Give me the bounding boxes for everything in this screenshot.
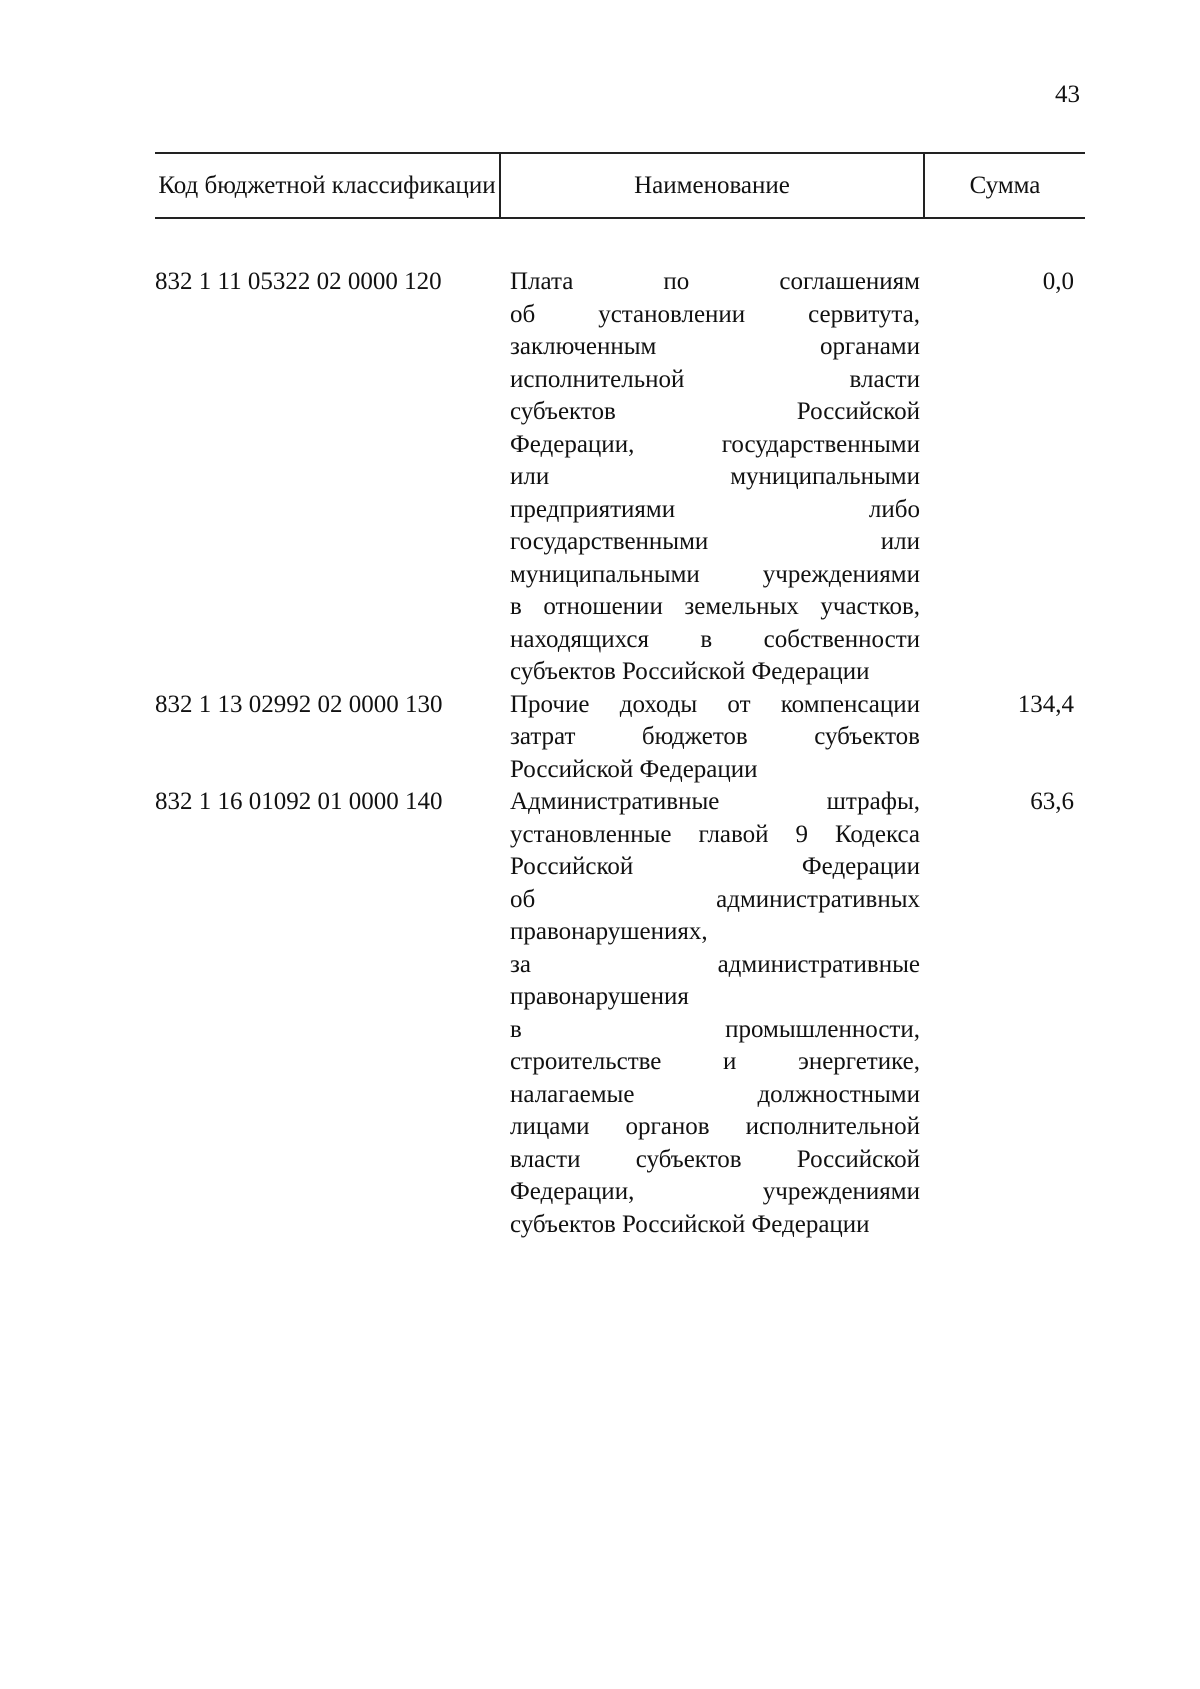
- row-name: [510, 786, 920, 1241]
- name-line: или муниципальными: [510, 463, 920, 490]
- name-line: лицами органов исполнительной: [510, 1113, 920, 1140]
- name-line: Федерации, учреждениями: [510, 1178, 920, 1205]
- name-line: заключенным органами: [510, 333, 920, 360]
- header-sum: Сумма: [969, 172, 1041, 199]
- header-code: Код бюджетной классификации: [158, 172, 496, 199]
- row-sum: 134,4: [1017, 690, 1074, 718]
- name-line: Российской Федерации: [510, 755, 758, 783]
- name-line: об установлении сервитута,: [510, 300, 920, 328]
- name-line: Административные штрафы,: [510, 788, 920, 815]
- name-line: власти субъектов Российской: [510, 1145, 920, 1173]
- table-row: [155, 689, 1085, 787]
- name-line: государственными или: [510, 528, 920, 555]
- name-line: Плата по соглашениям: [510, 268, 920, 295]
- name-line: строительстве и энергетике,: [510, 1048, 920, 1075]
- name-line: находящихся в собственности: [510, 625, 920, 653]
- table-header: [155, 152, 1085, 219]
- table-row: [155, 266, 1085, 689]
- row-name: [510, 266, 920, 689]
- header-name: Наименование: [499, 154, 925, 217]
- page-number: 43: [1055, 81, 1080, 108]
- name-line: Прочие доходы от компенсации: [510, 690, 920, 718]
- name-line: в отношении земельных участков,: [510, 593, 920, 620]
- row-name: [510, 689, 920, 787]
- table-body: [155, 266, 1085, 1241]
- row-sum: 0,0: [1042, 268, 1074, 295]
- name-line: субъектов Российской: [510, 398, 920, 425]
- name-line: исполнительной власти: [510, 365, 920, 393]
- name-line: затрат бюджетов субъектов: [510, 723, 920, 750]
- row-code: 832 1 16 01092 01 0000 140: [155, 788, 443, 815]
- name-line: субъектов Российской Федерации: [510, 1210, 870, 1238]
- name-line: предприятиями либо: [510, 495, 920, 523]
- name-line: об административных: [510, 885, 920, 913]
- name-line: субъектов Российской Федерации: [510, 658, 870, 685]
- table-row: [155, 786, 1085, 1241]
- name-line: Федерации, государственными: [510, 430, 920, 458]
- name-line: налагаемые должностными: [510, 1080, 920, 1108]
- row-sum: 63,6: [1030, 788, 1074, 815]
- name-line: установленные главой 9 Кодекса: [510, 820, 920, 848]
- name-line: за административные: [510, 950, 920, 978]
- name-line: Российской Федерации: [510, 853, 920, 880]
- name-line: правонарушениях,: [510, 918, 708, 945]
- name-line: правонарушения: [510, 983, 689, 1010]
- name-line: муниципальными учреждениями: [510, 560, 920, 588]
- row-code: 832 1 11 05322 02 0000 120: [155, 268, 442, 295]
- name-line: в промышленности,: [510, 1015, 920, 1043]
- row-code: 832 1 13 02992 02 0000 130: [155, 690, 443, 718]
